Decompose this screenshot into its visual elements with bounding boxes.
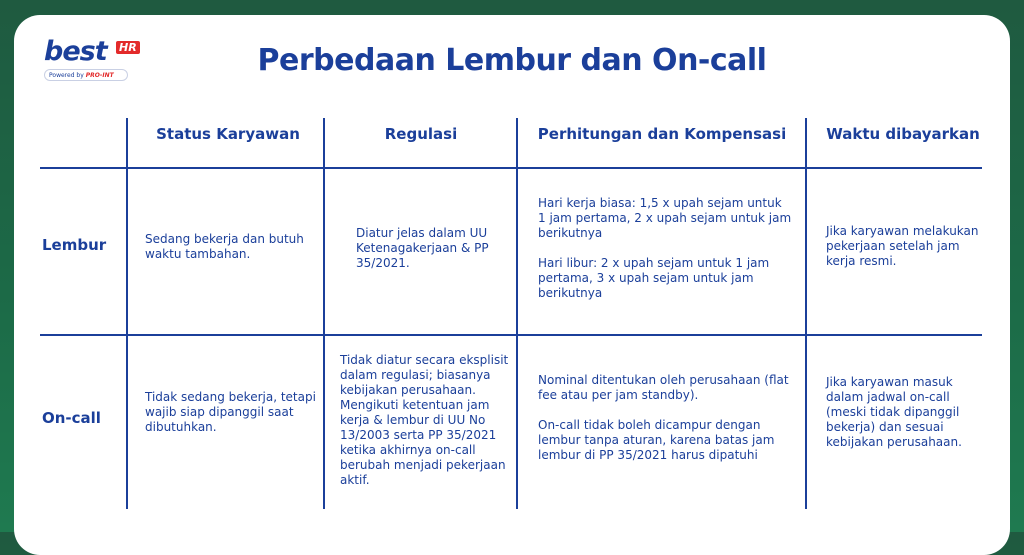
powered-by-brand: PRO-INT (85, 72, 114, 79)
table-divider-h1 (40, 167, 982, 169)
on-call-perhitungan (538, 373, 792, 463)
lembur-perhitungan (538, 196, 792, 301)
lembur-perhitungan-hari-kerja: Hari kerja biasa: 1,5 x upah sejam untuk 1 jam pertama, 2 x upah sejam untuk jam berikutnya (538, 196, 792, 240)
on-call-status: Tidak sedang bekerja, tetapi wajib siap dipanggil saat dibutuhkan. (145, 390, 316, 434)
logo-wordmark: best (44, 36, 107, 67)
table-divider-v4 (805, 118, 807, 509)
on-call-regulasi: Tidak diatur secara eksplisit dalam regulasi; biasanya kebijakan perusahaan. Mengikuti ketentuan jam kerja & lembur di UU No 13/2003 serta PP 35/2021 ketika akhirnya on-call berubah menjadi pekerjaan aktif. (340, 353, 509, 487)
table-divider-v3 (516, 118, 518, 509)
header-status: Status Karyawan (156, 125, 300, 143)
lembur-waktu: Jika karyawan melakukan pekerjaan setelah jam kerja resmi. (826, 224, 979, 268)
lembur-regulasi: Diatur jelas dalam UU Ketenagakerjaan & PP 35/2021. (356, 226, 489, 270)
page-title: Perbedaan Lembur dan On-call (257, 43, 767, 78)
header-regulasi: Regulasi (384, 125, 458, 143)
header-waktu: Waktu dibayarkan (826, 125, 980, 143)
on-call-waktu: Jika karyawan masuk dalam jadwal on-call (meski tidak dipanggil bekerja) dan sesuai kebijakan perusahaan. (826, 375, 962, 449)
on-call-perhitungan-batas: On-call tidak boleh dicampur dengan lembur tanpa aturan, karena batas jam lembur di PP 35/2021 harus dipatuhi (538, 418, 775, 462)
powered-by-label: Powered by (49, 72, 84, 79)
row-label-on-call: On-call (42, 409, 101, 427)
table-divider-h2 (40, 334, 982, 336)
table-divider-v1 (126, 118, 128, 509)
table-divider-v2 (323, 118, 325, 509)
on-call-perhitungan-nominal: Nominal ditentukan oleh perusahaan (flat fee atau per jam standby). (538, 373, 789, 402)
lembur-status: Sedang bekerja dan butuh waktu tambahan. (145, 232, 304, 261)
logo-badge: HR (116, 41, 140, 54)
header-perhitungan: Perhitungan dan Kompensasi (537, 125, 787, 143)
content-card (14, 15, 1010, 555)
row-label-lembur: Lembur (42, 236, 107, 254)
lembur-perhitungan-hari-libur: Hari libur: 2 x upah sejam untuk 1 jam pertama, 3 x upah sejam untuk jam berikutnya (538, 256, 770, 300)
